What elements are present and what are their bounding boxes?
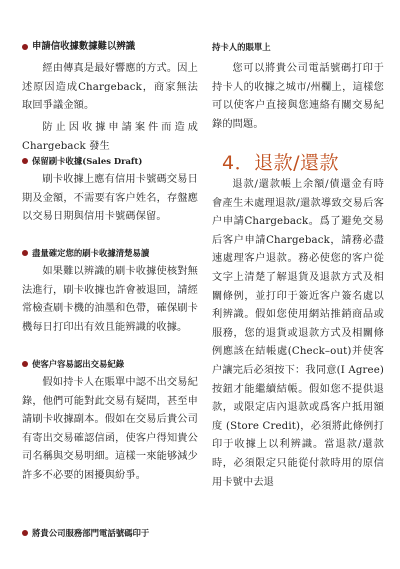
- paragraph-readable: 如果難以辨識的刷卡收據使核對無法進行，刷卡收據也許會被退回，請經常檢查刷卡機的油墨和色帶，確保刷卡機每日打印出有效且能辨識的收據。: [22, 266, 198, 333]
- heading-readable-receipt: [22, 246, 198, 260]
- heading-continued: [212, 40, 384, 54]
- bullet-icon: [22, 530, 28, 536]
- heading-recognize-record: [22, 357, 198, 371]
- bullet-icon: [22, 158, 28, 164]
- heading-text: 持卡人的賬單上: [212, 42, 271, 52]
- heading-text: 申請信收據數據難以辨識: [32, 41, 136, 52]
- bullet-icon: [22, 361, 28, 367]
- heading-print-phone: [22, 526, 198, 540]
- heading-unreadable-receipt: [22, 40, 198, 54]
- section-title: 4．退款/還款: [222, 152, 339, 174]
- heading-text: 使客户容易認出交易紀錄: [32, 359, 125, 369]
- paragraph-sales-draft: 刷卡收據上應有信用卡號碼交易日期及金額，不需要有客户姓名，存盤應以交易日期與信用卡號碼保留。: [22, 174, 198, 223]
- heading-text: 保留刷卡收據(Sales Draft): [32, 156, 143, 166]
- paragraph-refund: 退款/還款帳上余額/債還金有時會產生未處理退款/還款導致交易后客户申請Chargeback。爲了避免交易后客户申請Chargeback，請務必盡速處理客户退款。務必使您的客户從文字上清楚了解退貨及退款方式及相關條例，並打印于簽近客户簽名處以利辨識。假如您使用網站推銷商品或服務，您的退貨或退款方式及相關條例應該在結帳處(Check–out)并使客户讓完后必須按下：我同意(I Agree) 按鈕才能繼續結帳。假如您不提供退款，或限定店內退款或爲客户抵用額度 (Store Credit)，必須將此條例打印于收據上以利辨識。當退款/還款時，必須限定只能從付款時用的原信用卡號中去退: [212, 179, 384, 488]
- bullet-icon: [22, 250, 28, 256]
- heading-keep-sales-draft: [22, 154, 198, 168]
- heading-text: 盡量確定您的刷卡收據清楚易讀: [32, 248, 150, 258]
- paragraph-recognize: 假如持卡人在賬單中認不出交易紀錄，他們可能對此交易有疑問，甚至申請刷卡收據副本。假如在交易后貴公司有寄出交易確認信函，使客户得知貴公司名稱與交易明細。這樣一來能够減少許多不必要的困擾與紛爭。: [22, 377, 198, 481]
- paragraph-prevent: 防止因收據申請案件而造成Chargeback 發生: [22, 122, 198, 152]
- paragraph-fax: 經由傳真是最好響應的方式。因上述原因造成Chargeback，商家無法取回爭議金額。: [22, 63, 198, 112]
- paragraph-print-phone: 您可以將貴公司電話號碼打印于持卡人的收據之城市/州欄上，這樣您可以使客户直接與您連絡有關交易紀錄的問題。: [212, 63, 384, 130]
- heading-text: 將貴公司服務部門電話號碼印于: [32, 528, 150, 538]
- bullet-icon: [22, 44, 28, 50]
